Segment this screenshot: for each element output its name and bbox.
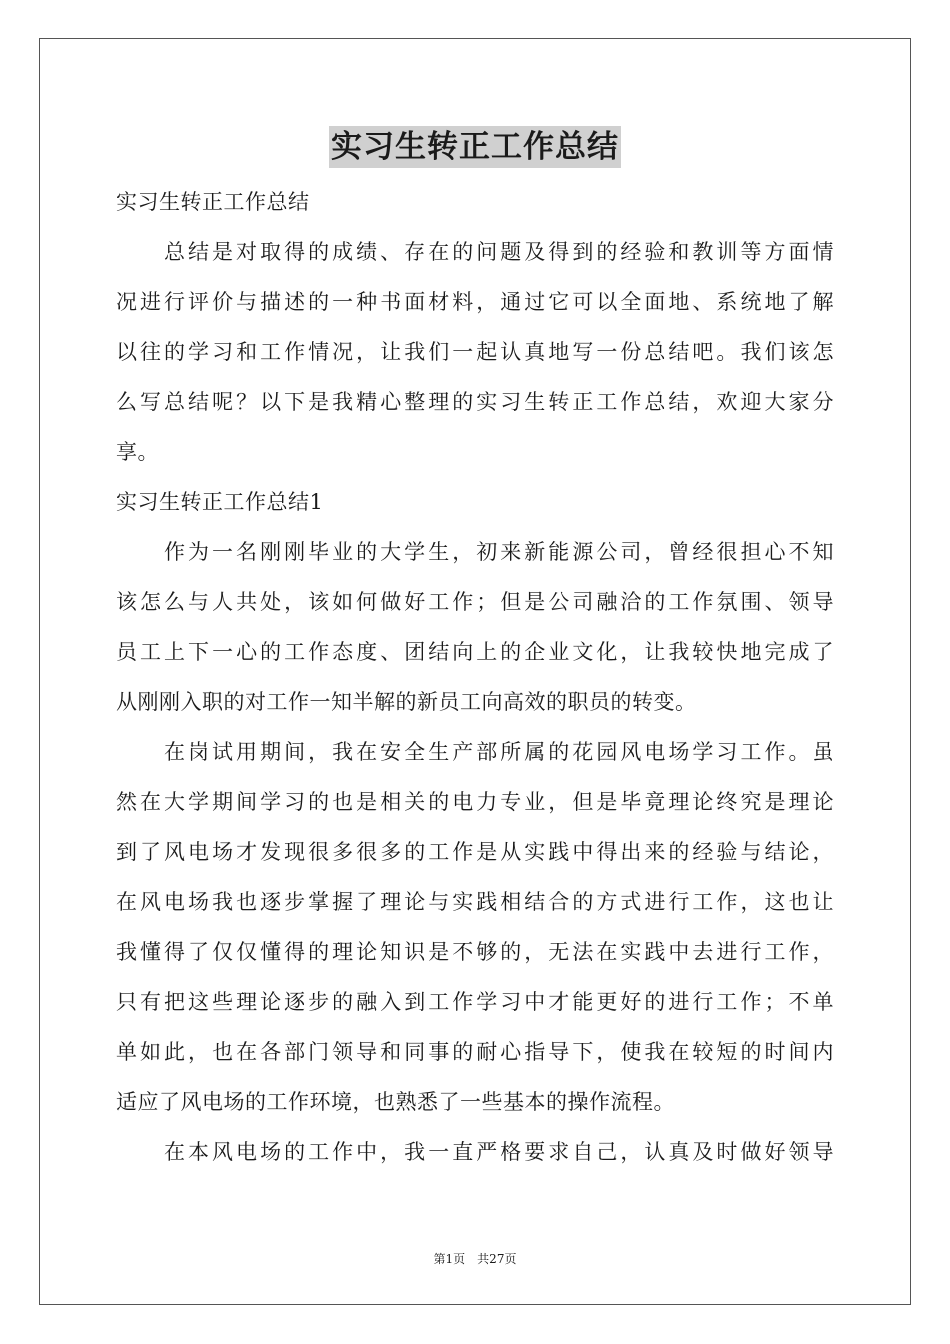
text-line: 到了风电场才发现很多很多的工作是从实践中得出来的经验与结论，	[116, 840, 834, 864]
text-line: 在风电场我也逐步掌握了理论与实践相结合的方式进行工作，这也让	[116, 890, 834, 914]
text-line: 然在大学期间学习的也是相关的电力专业，但是毕竟理论终究是理论	[116, 790, 834, 814]
text-line: 员工上下一心的工作态度、团结向上的企业文化，让我较快地完成了	[116, 640, 834, 664]
text-line: 享。	[116, 440, 159, 464]
text-line: 只有把这些理论逐步的融入到工作学习中才能更好的进行工作；不单	[116, 990, 834, 1014]
text-line: 作为一名刚刚毕业的大学生，初来新能源公司，曾经很担心不知	[164, 540, 834, 564]
text-line: 适应了风电场的工作环境，也熟悉了一些基本的操作流程。	[116, 1090, 675, 1114]
text-line: 在本风电场的工作中，我一直严格要求自己，认真及时做好领导	[164, 1140, 834, 1164]
text-line: 实习生转正工作总结1	[116, 490, 324, 514]
text-line: 总结是对取得的成绩、存在的问题及得到的经验和教训等方面情	[164, 240, 834, 264]
text-line: 从刚刚入职的对工作一知半解的新员工向高效的职员的转变。	[116, 690, 697, 714]
title-wrap	[0, 126, 950, 168]
document-title: 实习生转正工作总结	[329, 126, 621, 168]
text-line: 以往的学习和工作情况，让我们一起认真地写一份总结吧。我们该怎	[116, 340, 834, 364]
text-line: 我懂得了仅仅懂得的理论知识是不够的，无法在实践中去进行工作，	[116, 940, 834, 964]
document-body	[116, 177, 834, 1177]
text-line: 单如此，也在各部门领导和同事的耐心指导下，使我在较短的时间内	[116, 1040, 834, 1064]
text-line: 么写总结呢？以下是我精心整理的实习生转正工作总结，欢迎大家分	[116, 390, 834, 414]
text-line: 况进行评价与描述的一种书面材料，通过它可以全面地、系统地了解	[116, 290, 834, 314]
page-footer: 第1页 共27页	[433, 1252, 517, 1266]
text-line: 实习生转正工作总结	[116, 190, 310, 214]
text-line: 该怎么与人共处，该如何做好工作；但是公司融洽的工作氛围、领导	[116, 590, 834, 614]
text-line: 在岗试用期间，我在安全生产部所属的花园风电场学习工作。虽	[164, 740, 834, 764]
